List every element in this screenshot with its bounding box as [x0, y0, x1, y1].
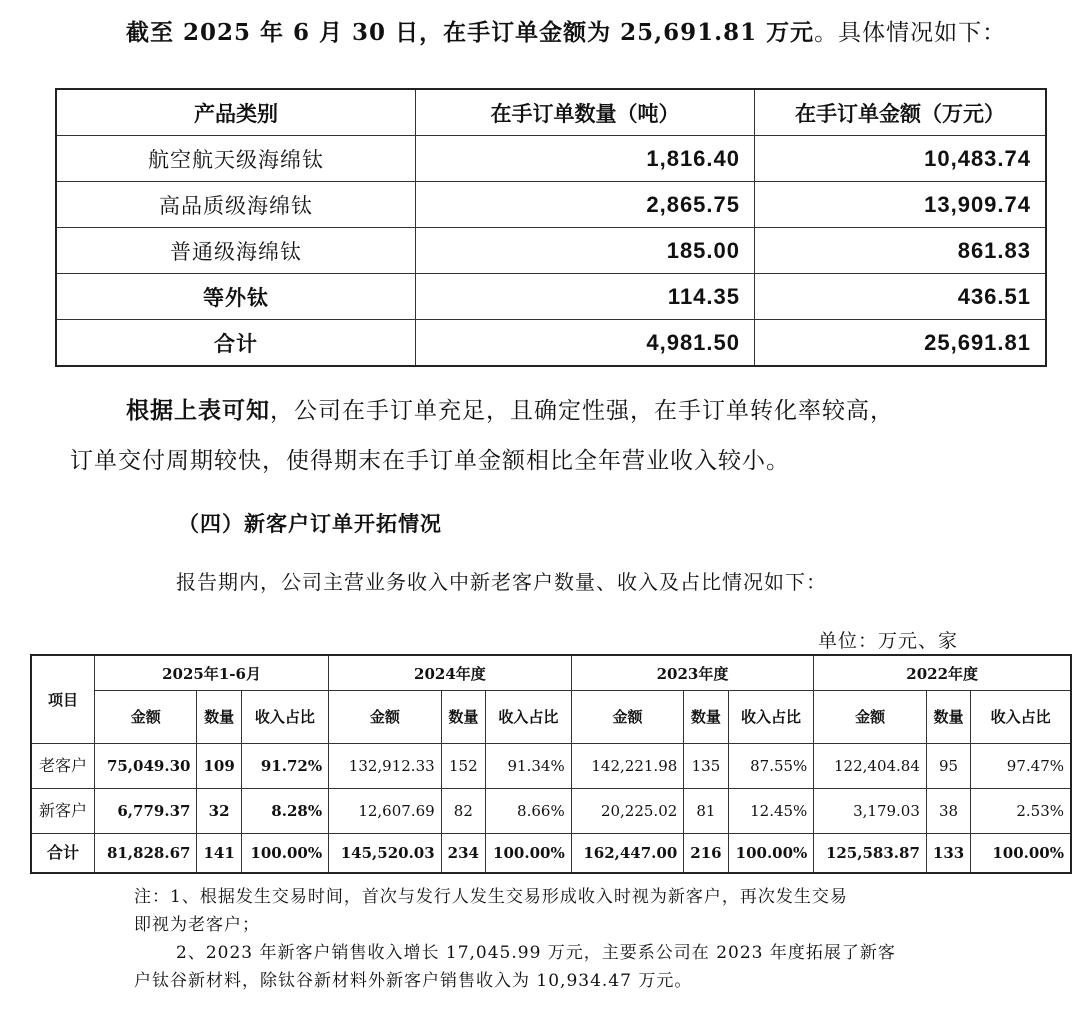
conclusion-rest: ，公司在手订单充足，且确定性强，在手订单转化率较高， [270, 398, 894, 424]
table-row [56, 136, 1046, 182]
customer-header-row-2 [31, 691, 1071, 744]
cell-share: 8.66% [485, 789, 571, 834]
note-1-line-1: 注：1、根据发生交易时间，首次与发行人发生交易形成收入时视为新客户，再次发生交易 [134, 887, 848, 907]
customer-total-row [31, 834, 1071, 874]
cell-amount: 20,225.02 [571, 789, 684, 834]
cell-count: 133 [926, 834, 970, 874]
count-header: 数量 [926, 691, 970, 744]
orders-category: 航空航天级海绵钛 [56, 136, 416, 182]
period-header: 2023年度 [571, 655, 814, 691]
period-header: 2025年1-6月 [94, 655, 328, 691]
orders-header-qty: 在手订单数量（吨） [416, 89, 755, 136]
note-2-line-2: 户钛谷新材料，除钛谷新材料外新客户销售收入为 10,934.47 万元。 [134, 971, 693, 991]
period-header: 2024年度 [329, 655, 572, 691]
note-2-line-1: 2、2023 年新客户销售收入增长 17,045.99 万元，主要系公司在 2023 年度拓展了新客 [176, 943, 896, 963]
orders-header-amount: 在手订单金额（万元） [755, 89, 1047, 136]
cell-amount: 162,447.00 [571, 834, 684, 874]
cell-share: 8.28% [241, 789, 328, 834]
orders-total-row [56, 320, 1046, 367]
orders-category: 高品质级海绵钛 [56, 182, 416, 228]
cell-share: 100.00% [728, 834, 814, 874]
cell-amount: 122,404.84 [814, 744, 927, 789]
cell-count: 141 [197, 834, 241, 874]
conclusion-lead: 根据上表可知 [126, 397, 270, 424]
cell-share: 100.00% [971, 834, 1071, 874]
cell-amount: 75,049.30 [94, 744, 196, 789]
cell-amount: 3,179.03 [814, 789, 927, 834]
row-item-new-customers: 新客户 [31, 789, 94, 834]
intro-rest: 。具体情况如下： [814, 20, 1007, 46]
cell-share: 12.45% [728, 789, 814, 834]
orders-amount: 13,909.74 [755, 182, 1047, 228]
orders-qty: 185.00 [416, 228, 755, 274]
orders-amount: 861.83 [755, 228, 1047, 274]
orders-category: 普通级海绵钛 [56, 228, 416, 274]
cell-share: 87.55% [728, 744, 814, 789]
customer-table [30, 654, 1072, 874]
cell-count: 234 [441, 834, 485, 874]
item-header: 项目 [31, 655, 94, 744]
table-row [31, 744, 1071, 789]
intro-lead: 截至 2025 年 6 月 30 日，在手订单金额为 25,691.81 万元 [126, 19, 815, 46]
cell-share: 100.00% [485, 834, 571, 874]
cell-amount: 12,607.69 [329, 789, 442, 834]
cell-share: 91.34% [485, 744, 571, 789]
cell-count: 216 [684, 834, 728, 874]
cell-count: 38 [926, 789, 970, 834]
amount-header: 金额 [814, 691, 927, 744]
amount-header: 金额 [571, 691, 684, 744]
share-header: 收入占比 [728, 691, 814, 744]
cell-count: 32 [197, 789, 241, 834]
orders-header-row [56, 89, 1046, 136]
cell-amount: 132,912.33 [329, 744, 442, 789]
report-text: 报告期内，公司主营业务收入中新老客户数量、收入及占比情况如下： [176, 570, 827, 594]
cell-amount: 125,583.87 [814, 834, 927, 874]
table-row [31, 789, 1071, 834]
cell-share: 97.47% [971, 744, 1071, 789]
table-row [56, 182, 1046, 228]
cell-share: 100.00% [241, 834, 328, 874]
orders-qty: 4,981.50 [416, 320, 755, 367]
orders-qty: 1,816.40 [416, 136, 755, 182]
orders-amount: 10,483.74 [755, 136, 1047, 182]
orders-amount: 436.51 [755, 274, 1047, 320]
intro-paragraph [126, 14, 1006, 47]
count-header: 数量 [441, 691, 485, 744]
conclusion-line-1 [126, 392, 894, 425]
cell-share: 2.53% [971, 789, 1071, 834]
note-1-line-2: 即视为老客户； [134, 915, 260, 935]
orders-category: 合计 [56, 320, 416, 367]
orders-amount: 25,691.81 [755, 320, 1047, 367]
amount-header: 金额 [94, 691, 196, 744]
cell-amount: 81,828.67 [94, 834, 196, 874]
cell-amount: 142,221.98 [571, 744, 684, 789]
amount-header: 金额 [329, 691, 442, 744]
cell-share: 91.72% [241, 744, 328, 789]
unit-label: 单位：万元、家 [818, 630, 959, 652]
table-row [56, 274, 1046, 320]
share-header: 收入占比 [241, 691, 328, 744]
count-header: 数量 [684, 691, 728, 744]
period-header: 2022年度 [814, 655, 1071, 691]
orders-qty: 2,865.75 [416, 182, 755, 228]
conclusion-line-2: 订单交付周期较快，使得期末在手订单金额相比全年营业收入较小。 [70, 448, 790, 474]
row-item-total: 合计 [31, 834, 94, 874]
orders-category: 等外钛 [56, 274, 416, 320]
cell-count: 152 [441, 744, 485, 789]
orders-header-category: 产品类别 [56, 89, 416, 136]
table-row [56, 228, 1046, 274]
cell-count: 95 [926, 744, 970, 789]
share-header: 收入占比 [485, 691, 571, 744]
share-header: 收入占比 [971, 691, 1071, 744]
cell-amount: 6,779.37 [94, 789, 196, 834]
row-item-old-customers: 老客户 [31, 744, 94, 789]
cell-count: 82 [441, 789, 485, 834]
cell-count: 135 [684, 744, 728, 789]
section-title: （四）新客户订单开拓情况 [178, 511, 442, 536]
orders-qty: 114.35 [416, 274, 755, 320]
cell-count: 81 [684, 789, 728, 834]
cell-amount: 145,520.03 [329, 834, 442, 874]
count-header: 数量 [197, 691, 241, 744]
cell-count: 109 [197, 744, 241, 789]
orders-table [55, 88, 1047, 367]
customer-header-row-1 [31, 655, 1071, 691]
